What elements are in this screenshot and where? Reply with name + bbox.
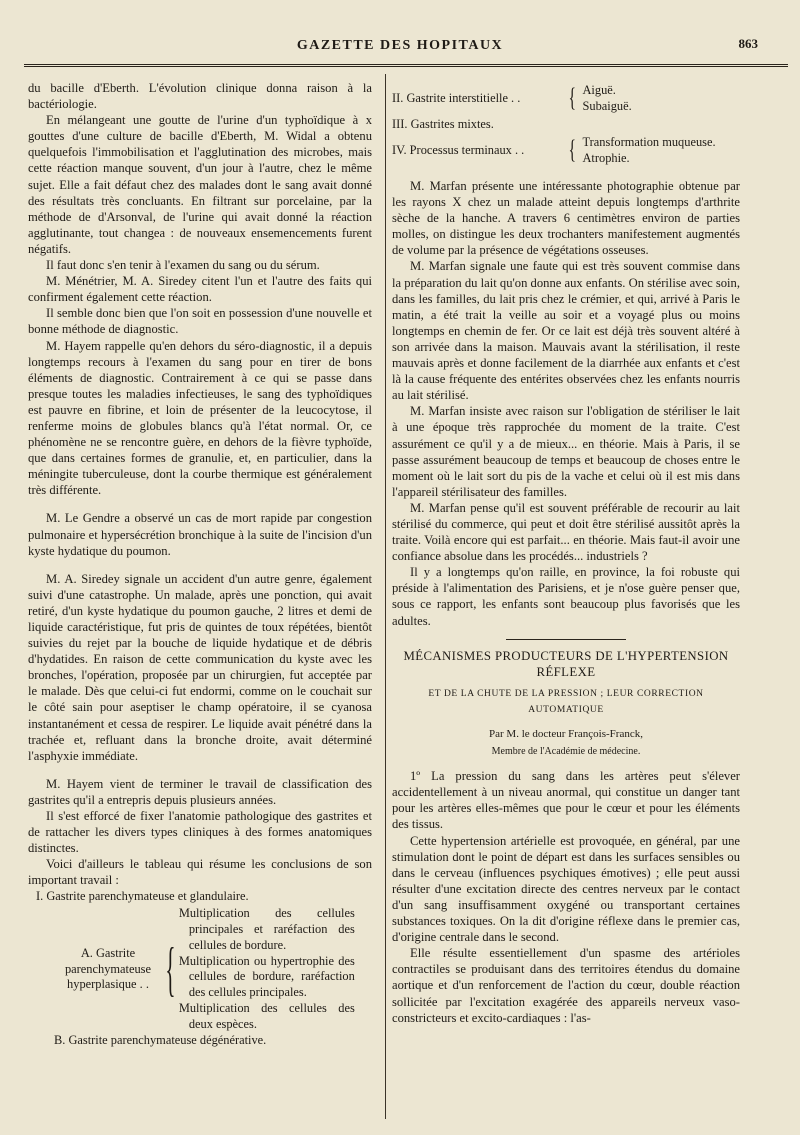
paragraph: Cette hypertension artérielle est provoquée, en général, par une stimulation dont le point de départ est dans les surfaces sensibles ou dans le cerveau (influences psychiques émotives) ; elle peut aussi résulter d'une excitation directe des centres nerveux par le contact d'un sang insuffisamment oxygéné ou transportant certaines substances toxiques. On la dit d'origine réflexe dans le premier cas, d'origine centrale dans le second. [392,833,740,945]
class-ii-label: II. Gastrite interstitielle . . [392,91,521,105]
option: Atrophie. [582,151,630,165]
paragraph: M. Hayem vient de terminer le travail de classification des gastrites qu'il a entrepris depuis plusieurs années. [28,776,372,807]
class-ii [392,82,740,114]
paragraph: M. Marfan signale une faute qui est très souvent commise dans la préparation du lait qu'on donne aux enfants. On stérilise avec soin, dans les familles, du lait pris chez le crémier, et qui, arrivé à Paris le matin, a été trait la veille au soir et a voyagé plus ou moins longtemps en chemin de fer. Or ce lait est déjà très souvent altéré à son arrivée dans la maison. Mauvais avant la stérilisation, il reste mauvais après et donne facilement de la diarrhée aux enfants et c'est là la cause fréquente des entérites observées chez les enfants nourris au lait stérilisé. [392,259,740,403]
class-a-items [179,906,355,1032]
column-divider [385,74,386,1119]
paragraph: M. Hayem rappelle qu'en dehors du séro-diagnostic, il a depuis longtemps recours à l'examen du sang pour en tirer de bons éléments de diagnostic. Contrairement à ce qui se passe dans presque toutes les maladies infectieuses, le sang des typhoïdiques est pauvre en fibrine, et loin de présenter de la leucocytose, il renferme moins de globules blancs qu'à l'état normal. Or, ce phénomène ne se rencontre guère, en dehors de la fièvre typhoïde, que dans certaines formes de granulie, et, en particulier, dans la méningite tuberculeuse, dont la courbe thermique est généralement très différente. [28,338,372,498]
gastritis-classification-table [28,889,372,1049]
class-a-label: A. Gastrite parenchymateuse hyperplasique . . [64,945,151,992]
option: Aiguë. [582,83,616,97]
class-a-item: Multiplication des cellules principales et raréfaction des cellules de bordure. [178,906,355,952]
class-a [28,906,372,1032]
paragraph: du bacille d'Eberth. L'évolution clinique donna raison à la bactériologie. [28,81,372,112]
page-number: 863 [738,36,758,51]
class-i: I. Gastrite parenchymateuse et glandulaire. [36,888,249,903]
paragraph: 1º La pression du sang dans les artères peut s'élever accidentellement à un niveau anormal, qui constitue un danger tant pour les artères elles-mêmes que pour le cœur et pour les éléments des tissus. [392,769,740,832]
class-ii-options [582,82,631,114]
class-iii-label: III. Gastrites mixtes. [392,117,494,131]
class-a-item: Multiplication des cellules des deux espèces. [178,1001,355,1031]
paragraph: M. A. Siredey signale un accident d'un autre genre, également suivi d'une catastrophe. Un malade, après une ponction, qui avait retiré, d'un kyste hydatique du poumon gauche, 2 litres et demi de liquide caractéristique, fut pris de quintes de toux répétées, bientôt suivies du rejet par la bouche de liquide hydatique et de débris d'hydatides. En raison de cette communication du kyste avec les bronches, l'opération, proposée par un chirurgien, fut acceptée par le malade. Dès que celui-ci fut endormi, comme on le couchait sur le côté sain pour aseptiser le champ opératoire, il se cyanosa instantanément et cessa de respirer. Le liquide avait pénétré dans la trachée et, refluant dans la bronche droite, avait déterminé l'asphyxie immédiate. [28,571,372,763]
paragraph: Voici d'ailleurs le tableau qui résume les conclusions de son important travail : [28,857,372,888]
class-iv-options [582,134,715,166]
paragraph: M. Le Gendre a observé un cas de mort rapide par congestion pulmonaire et hypersécrétion bronchique à la suite de l'incision d'un kyste hydatique du poumon. [28,511,372,558]
gastritis-classification-continued [392,82,740,166]
option: Transformation muqueuse. [582,135,716,149]
paragraph: M. Marfan présente une intéressante photographie obtenue par les rayons X chez un malade atteint depuis longtemps d'arthrite sèche de la hanche. A travers 6 centimètres environ de parties molles, on distingue les deux trochanters manifestement augmentés de volume par la présence de végétations osseuses. [392,179,740,258]
article-affiliation: Membre de l'Académie de médecine. [491,746,641,758]
paragraph: Il s'est efforcé de fixer l'anatomie pathologique des gastrites et de rattacher les divers types cliniques à des formes anatomiques distinctes. [28,809,372,856]
paragraph: Il y a longtemps qu'on raille, en province, la foi robuste qui préside à l'alimentation des Parisiens, et je n'ose guère penser que, sous ce rapport, les enfants sont beaucoup plus favorisés que les adultes. [392,565,740,628]
paragraph: Il semble donc bien que l'on soit en possession d'une nouvelle et bonne méthode de diagnostic. [28,306,372,337]
option: Subaiguë. [582,99,632,113]
article-title: MÉCANISMES PRODUCTEURS DE L'HYPERTENSION RÉFLEXE [403,648,729,679]
paragraph: M. Ménétrier, M. A. Siredey citent l'un et l'autre des faits qui confirment également cette réaction. [28,274,372,305]
class-iii [392,116,740,132]
class-iv [392,134,740,166]
section-divider [506,639,626,640]
paragraph: Elle résulte essentiellement d'un spasme des artérioles contractiles se produisant dans des territoires étendus du domaine aortique et d'un renforcement de l'action du cœur, double réaction sollicitée par l'excitation exagérée des appareils nerveux vaso-constricteurs et excito-cardiaques : l'as- [392,946,740,1025]
header-rule [24,64,788,67]
article-author: Par M. le docteur François-Franck, [489,728,643,740]
paragraph: M. Marfan insiste avec raison sur l'obligation de stériliser le lait à une époque très rapprochée du moment de la traite. C'est assurément ce qu'il y a de mieux... en théorie. Mais à Paris, il se passe assurément beaucoup de temps et beaucoup de choses entre le moment où le lait sort du pis de la vache et celui où il est mis dans l'appareil stérilisateur des familles. [392,404,740,499]
class-a-item: Multiplication ou hypertrophie des cellules de bordure, raréfaction des cellules principales. [178,953,355,1000]
paragraph: M. Marfan pense qu'il est souvent préférable de recourir au lait stérilisé du commerce, qui peut et doit être stérilisé aussitôt après la traite. Voilà encore qui est parfait... en théorie. Mais faut-il avoir une confiance absolue dans les procédés... industriels ? [392,500,740,564]
running-head: GAZETTE DES HOPITAUX [296,38,504,53]
right-column [392,80,740,1026]
class-iv-label: IV. Processus terminaux . . [392,143,525,157]
brace: { [568,135,576,164]
paragraph: Il faut donc s'en tenir à l'examen du sang ou du sérum. [46,258,320,273]
left-column [28,80,372,1048]
brace: { [568,83,576,112]
paragraph: En mélangeant une goutte de l'urine d'un typhoïdique à x gouttes d'une culture de bacille d'Eberth, M. Widal a obtenu quelquefois l'immobilisation et l'agglutination des microbes, mais cette réaction manque souvent, d'un jour à l'autre, chez le même sujet. Elle a fait défaut chez des malades dont le sang avait donné des résultats très concluants. En filtrant sur porcelaine, par la méthode de d'Arsonval, de l'urine qui avait donné la réaction agglutinante, tout changea : de nouveaux ensemencements furent négatifs. [28,113,372,256]
class-b: B. Gastrite parenchymateuse dégénérative. [54,1032,267,1047]
brace: { [165,936,176,1003]
article-subtitle: ET DE LA CHUTE DE LA PRESSION ; LEUR CORRECTION AUTOMATIQUE [428,688,704,715]
